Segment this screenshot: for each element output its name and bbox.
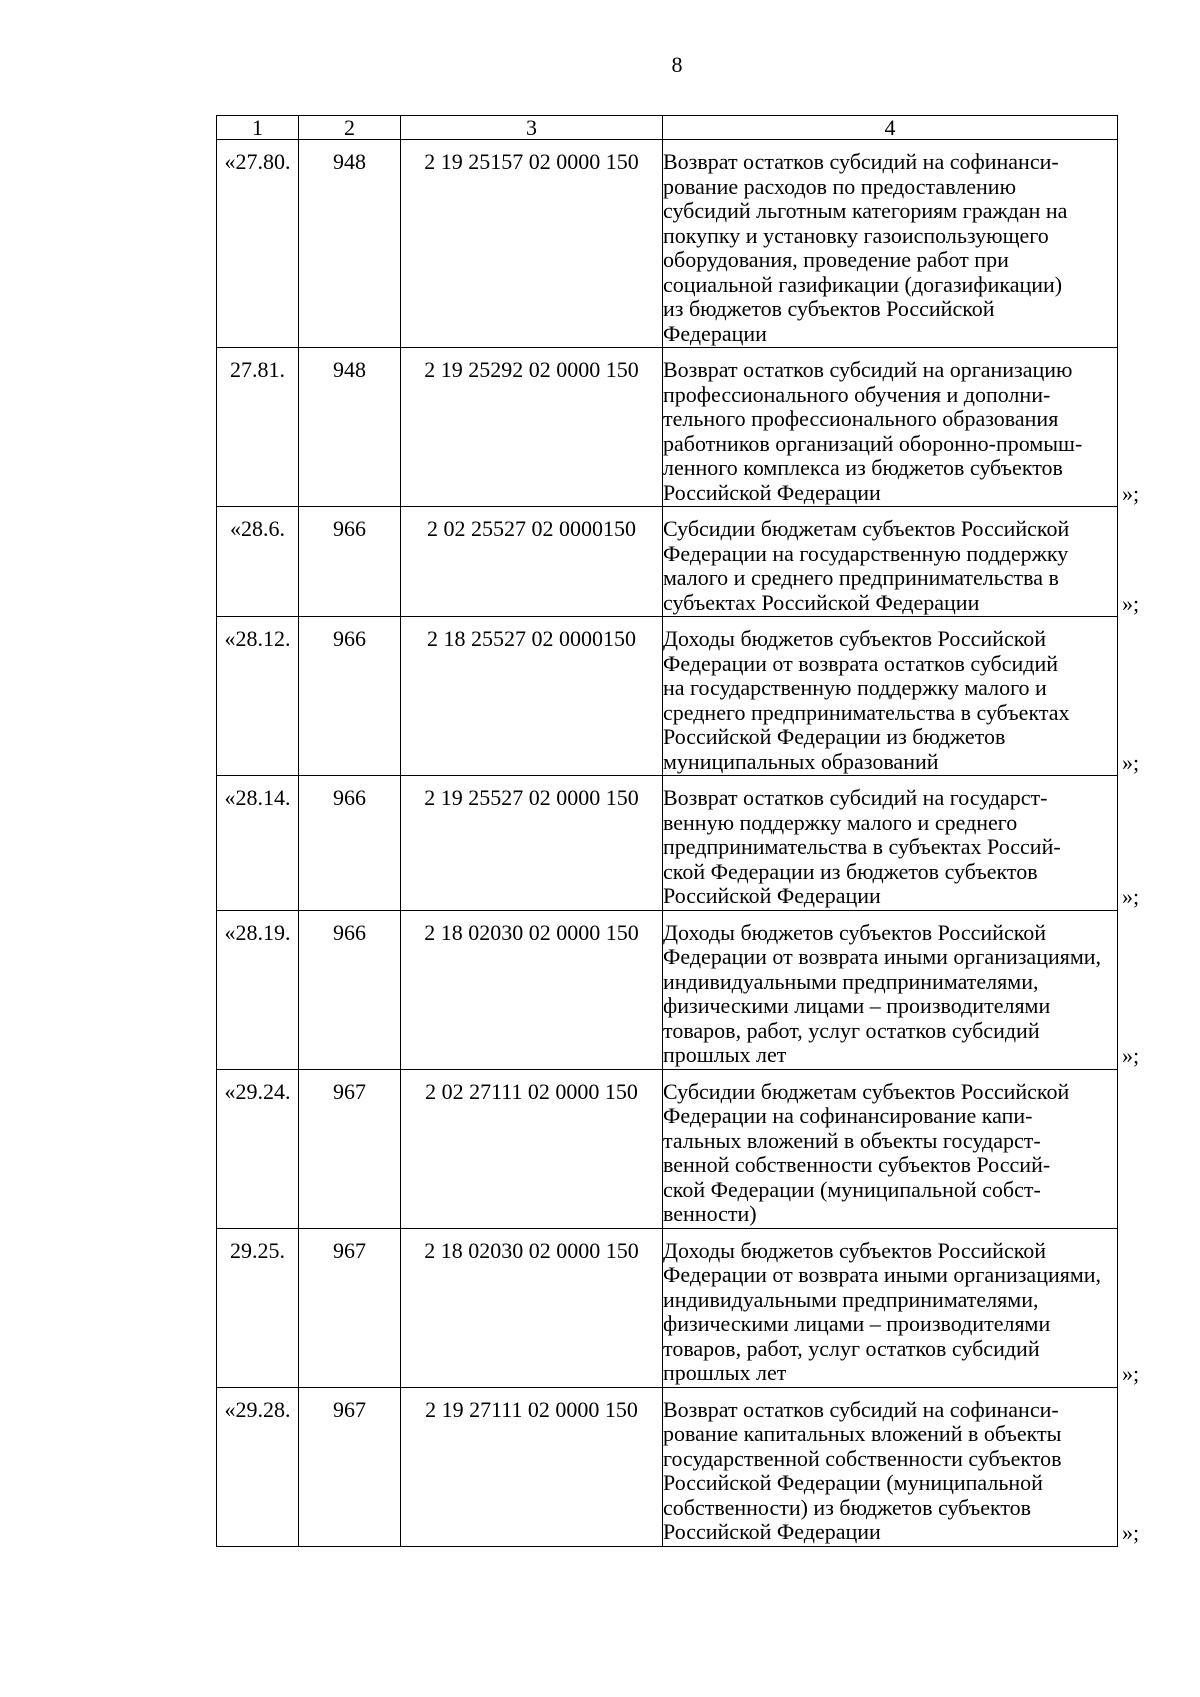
row-number-cell	[217, 1387, 299, 1546]
budget-classification-code: 2 19 25527 02 0000 150	[424, 785, 639, 810]
budget-classification-code-cell	[401, 617, 663, 776]
table-row	[217, 507, 1118, 617]
description: Доходы бюджетов субъектов Российской Федерации от возврата иными организациями, индивидуальными предпринимателями, физическими лицами – производителями товаров, работ, услуг остатков субсидий прошлых лет	[663, 919, 1102, 1067]
table-row	[217, 776, 1118, 911]
table-row	[217, 910, 1118, 1069]
description-cell	[663, 348, 1140, 507]
budget-classification-code-cell	[401, 776, 663, 911]
row-number-cell	[217, 617, 299, 776]
description: Возврат остатков субсидий на государст- венную поддержку малого и среднего предпринимательства в субъектах Россий- ской Федерации из бюджетов субъектов Российской Федерации	[663, 785, 1061, 908]
closing-quote: »;	[1122, 480, 1140, 506]
closing-quote: »;	[1122, 1361, 1140, 1386]
table-row	[217, 617, 1118, 776]
row-number: «28.6.	[230, 516, 285, 541]
budget-classification-code-cell	[401, 910, 663, 1069]
description: Возврат остатков субсидий на софинанси- рование расходов по предоставлению субсидий льготным категориям граждан на покупку и установку газоиспользующего оборудования, проведение работ при социальной газификации (догазификации) из бюджетов субъектов Российской Федерации	[663, 149, 1068, 346]
description-cell	[663, 910, 1140, 1069]
table-header-row	[217, 116, 1118, 140]
table-row	[217, 140, 1118, 348]
header-col-4: 4	[663, 116, 1118, 140]
row-number-cell	[217, 776, 299, 911]
budget-classification-code-cell	[401, 140, 663, 348]
row-number-cell	[217, 507, 299, 617]
description: Возврат остатков субсидий на организацию профессионального обучения и дополни- тельного профессионального образования работников организаций оборонно-промыш- ленного комплекса из бюджетов субъектов Российской Федерации	[663, 357, 1083, 505]
budget-classification-code: 2 18 02030 02 0000 150	[424, 1237, 639, 1263]
description-cell	[663, 507, 1140, 617]
admin-code: 966	[333, 626, 366, 651]
table-row	[217, 348, 1118, 507]
closing-quote: »;	[1122, 1043, 1140, 1068]
description: Доходы бюджетов субъектов Российской Федерации от возврата остатков субсидий на государственную поддержку малого и среднего предпринимательства в субъектах Российской Федерации из бюджетов муниципальных образований	[663, 626, 1070, 774]
admin-code: 967	[333, 1078, 366, 1104]
admin-code: 966	[333, 785, 366, 810]
table-row	[217, 1228, 1118, 1387]
budget-classification-code: 2 18 02030 02 0000 150	[424, 919, 639, 945]
budget-classification-code-cell	[401, 507, 663, 617]
description-cell	[663, 617, 1140, 776]
admin-code-cell	[299, 1228, 401, 1387]
description: Возврат остатков субсидий на софинанси- рование капитальных вложений в объекты государственной собственности субъектов Российской Федерации (муниципальной собственности) из бюджетов субъектов Российской Федерации	[663, 1396, 1062, 1544]
row-number: «28.19.	[224, 919, 291, 945]
header-col-1: 1	[217, 116, 299, 140]
table-row	[217, 1069, 1118, 1228]
admin-code-cell	[299, 910, 401, 1069]
description-cell	[663, 1069, 1118, 1228]
header-col-3: 3	[401, 116, 663, 140]
closing-quote: »;	[1122, 749, 1140, 775]
row-number: «29.28.	[224, 1396, 291, 1422]
row-number: «29.24.	[224, 1078, 291, 1104]
budget-classification-code: 2 19 25157 02 0000 150	[424, 149, 639, 174]
closing-quote: »;	[1122, 1520, 1140, 1545]
admin-code: 966	[333, 516, 366, 541]
admin-code-cell	[299, 348, 401, 507]
description-cell	[663, 1387, 1140, 1546]
budget-classification-code: 2 19 25292 02 0000 150	[424, 357, 639, 382]
row-number-cell	[217, 140, 299, 348]
row-number-cell	[217, 348, 299, 507]
row-number-cell	[217, 910, 299, 1069]
row-number: 27.81.	[230, 357, 285, 382]
admin-code-cell	[299, 507, 401, 617]
admin-code-cell	[299, 140, 401, 348]
description-cell	[663, 776, 1140, 911]
row-number: «28.14.	[224, 785, 291, 810]
admin-code: 967	[333, 1237, 366, 1263]
admin-code-cell	[299, 776, 401, 911]
admin-code-cell	[299, 617, 401, 776]
description-cell	[663, 140, 1118, 348]
admin-code: 948	[333, 149, 366, 174]
description-cell	[663, 1228, 1140, 1387]
closing-quote: »;	[1122, 590, 1140, 616]
header-col-2: 2	[299, 116, 401, 140]
row-number-cell	[217, 1228, 299, 1387]
description: Субсидии бюджетам субъектов Российской Федерации на государственную поддержку малого и среднего предпринимательства в субъектах Российской Федерации	[663, 516, 1070, 615]
budget-classification-code-cell	[401, 1069, 663, 1228]
admin-code: 948	[333, 357, 366, 382]
budget-classification-code: 2 02 25527 02 0000150	[427, 516, 636, 541]
budget-classification-code-cell	[401, 1228, 663, 1387]
table-row	[217, 1387, 1118, 1546]
row-number-cell	[217, 1069, 299, 1228]
budget-classification-code: 2 18 25527 02 0000150	[427, 626, 636, 651]
admin-code-cell	[299, 1387, 401, 1546]
budget-codes-table	[216, 115, 1140, 1547]
page-number: 8	[671, 52, 683, 77]
admin-code-cell	[299, 1069, 401, 1228]
row-number: 29.25.	[230, 1237, 285, 1263]
description: Доходы бюджетов субъектов Российской Федерации от возврата иными организациями, индивидуальными предпринимателями, физическими лицами – производителями товаров, работ, услуг остатков субсидий прошлых лет	[663, 1237, 1102, 1385]
row-number: «27.80.	[224, 149, 291, 174]
row-number: «28.12.	[224, 626, 291, 651]
budget-classification-code-cell	[401, 1387, 663, 1546]
admin-code: 967	[333, 1396, 366, 1422]
budget-classification-code: 2 02 27111 02 0000 150	[425, 1078, 638, 1104]
closing-quote: »;	[1122, 884, 1140, 909]
budget-classification-code: 2 19 27111 02 0000 150	[425, 1396, 638, 1422]
admin-code: 966	[333, 919, 366, 945]
budget-classification-code-cell	[401, 348, 663, 507]
description: Субсидии бюджетам субъектов Российской Федерации на софинансирование капи- тальных вложений в объекты государст- венной собственности субъектов Россий- ской Федерации (муниципальной собст- венности)	[663, 1078, 1070, 1226]
